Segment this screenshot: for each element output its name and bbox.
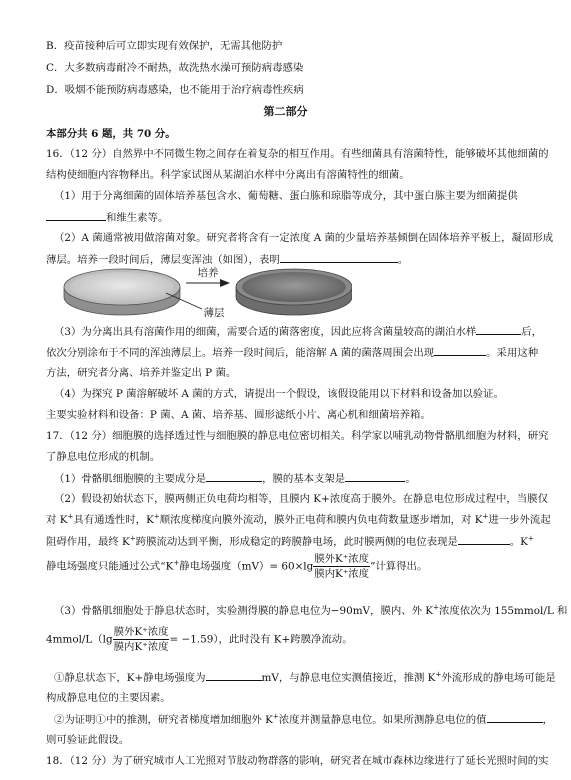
- q17-sub1-b: 构成静息电位的主要因素。: [46, 692, 171, 704]
- q17-stem-2: 了静息电位形成的机制。: [46, 451, 161, 463]
- arrow-icon: [220, 279, 230, 287]
- option-c: C．大多数病毒耐冷不耐热，故洗热水澡可预防病毒感染: [46, 62, 304, 74]
- q17-formula-line: 静电场强度只能通过公式“K+静电场强度（mV）= 60×lg $\frac{\text{膜外K⁺浓度}}{\text{膜内K⁺浓度}}$ ”计算得出。: [46, 553, 428, 580]
- q16-materials: 主要实验材料和设备：P 菌、A 菌、培养基、圆形滤纸小片、离心机和细菌培养箱。: [46, 409, 431, 421]
- q17-sub2-a: ②为证明①中的推测，研究者梯度增加细胞外 K+浓度并测量静息电位。如果所测静息电位的值 ，: [54, 712, 553, 726]
- q16-stem-2: 结构使细胞内容物释出。科学家试图从某湖泊水样中分离出有溶菌特性的细菌。: [46, 169, 410, 181]
- answer-blank[interactable]: [458, 534, 510, 545]
- section-subtitle: 本部分共 6 题，共 70 分。: [46, 128, 176, 140]
- q16-part2-b: 薄层。培养一段时间后，薄层变浑浊（如图），表明 。: [46, 254, 409, 266]
- culture-plate-figure: [62, 262, 352, 324]
- q17-part2-c: 阻碍作用，最终 K+跨膜流动达到平衡，形成稳定的跨膜静电场，此时膜两侧的电位表现是 。K+: [46, 534, 534, 548]
- q17-sub2-b: 则可验证此假设。: [46, 734, 130, 746]
- left-plate: [64, 269, 180, 315]
- answer-blank[interactable]: [46, 210, 106, 221]
- answer-blank[interactable]: [206, 670, 262, 681]
- answer-blank[interactable]: [206, 471, 262, 482]
- fig-label-culture: 培养: [197, 267, 219, 279]
- answer-blank[interactable]: [345, 471, 405, 482]
- q17-sub1-a: ①静息状态下，K+静电场强度为 mV，与静息电位实测值接近，推测 K+外流形成的静电场可能是: [54, 670, 556, 684]
- option-b: B．疫苗接种后可立即实现有效保护，无需其他防护: [46, 40, 283, 52]
- q17-part1: （1）骨骼肌细胞膜的主要成分是 ，膜的基本支架是 。: [54, 473, 416, 485]
- fig-label-layer: 薄层: [203, 307, 225, 319]
- q16-part1-a: （1）用于分离细菌的固体培养基包含水、葡萄糖、蛋白胨和琼脂等成分，其中蛋白胨主要为细菌提供: [54, 190, 518, 202]
- answer-blank[interactable]: [476, 324, 521, 335]
- option-d: D．吸烟不能预防病毒感染，也不能用于治疗病毒性疾病: [46, 84, 304, 96]
- q17-part3-b: 4mmol/L（lg $\frac{\text{膜外K⁺浓度}}{\text{膜内K⁺浓度}}$ = −1.59），此时没有 K+跨膜净流动。: [46, 626, 353, 653]
- q16-part1-b: 和维生素等。: [46, 210, 553, 225]
- q16-part4: （4）为探究 P 菌溶解破坏 A 菌的方式，请提出一个假设，该假设能用以下材料和设备加以验证。: [54, 388, 504, 400]
- fraction: $\frac{\text{膜外K⁺浓度}}{\text{膜内K⁺浓度}}$: [314, 553, 370, 580]
- q16-stem-1: 16．（12 分）自然界中不同微生物之间存在着复杂的相互作用。有些细菌具有溶菌特性，能够破坏其他细菌的: [46, 148, 549, 160]
- right-plate: [236, 269, 352, 315]
- q17-part3-a: （3）骨骼肌细胞处于静息状态时，实验测得膜的静息电位为−90mV，膜内、外 K+浓度依次为 155mmol/L 和: [54, 603, 568, 617]
- answer-blank[interactable]: [487, 712, 543, 723]
- q17-stem-1: 17．（12 分）细胞膜的选择透过性与细胞膜的静息电位密切相关。科学家以哺乳动物骨骼肌细胞为材料，研究: [46, 430, 549, 442]
- answer-blank[interactable]: [434, 345, 486, 356]
- fraction: $\frac{\text{膜外K⁺浓度}}{\text{膜内K⁺浓度}}$: [113, 626, 169, 653]
- q16-part3-c: 方法，研究者分离、培养并鉴定出 P 菌。: [46, 367, 237, 379]
- q17-part2-a: （2）假设初始状态下，膜两侧正负电荷均相等，且膜内 K+浓度高于膜外。在静息电位形成过程中，当膜仅: [54, 493, 548, 505]
- q16-part2-a: （2）A 菌通常被用做溶菌对象。研究者将含有一定浓度 A 菌的少量培养基倾倒在固体培养平板上，凝固形成: [54, 232, 554, 244]
- q16-part3-a: （3）为分离出具有溶菌作用的细菌，需要合适的菌落密度，因此应将含菌量较高的湖泊水样 后，: [54, 326, 543, 338]
- q17-part2-b: 对 K+具有通透性时，K+顺浓度梯度向膜外流动，膜外正电荷和膜内负电荷数量逐步增加，对 K+进一步外流起: [46, 512, 551, 526]
- section-title: 第二部分: [263, 105, 308, 118]
- q18-stem-1: 18．（12 分）为了研究城市人工光照对节肢动物群落的影响，研究者在城市森林边缘进行了延长光照时间的实: [46, 755, 549, 767]
- q16-part3-b: 依次分别涂布于不同的浑浊薄层上。培养一段时间后，能溶解 A 菌的菌落周围会出现 。采用这种: [46, 347, 539, 359]
